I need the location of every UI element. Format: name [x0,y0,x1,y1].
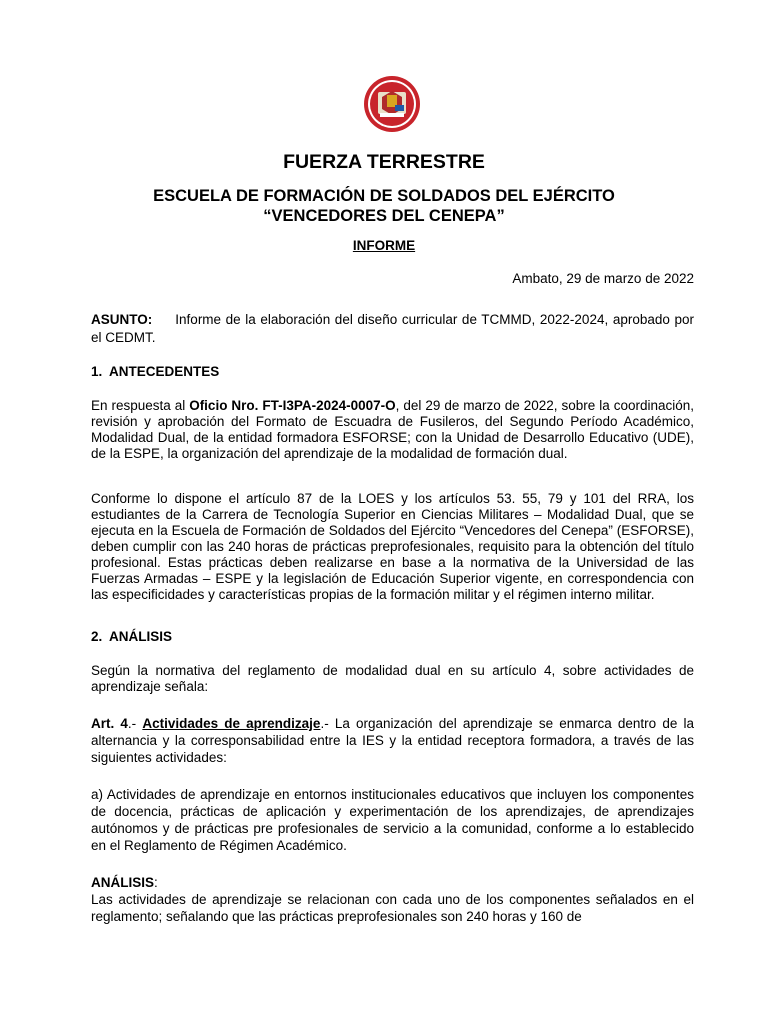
text-run: .- La organización del aprendizaje se enmarca dentro de la alternancia y la corresponsabilidad entre la IES y la entidad receptora formadora, a través de las siguientes actividades: [91,716,695,765]
document-date: Ambato, 29 de marzo de 2022 [512,271,694,286]
analysis-text: Las actividades de aprendizaje se relacionan con cada uno de los componentes señalados en el reglamento; señalando que las prácticas preprofesionales son 240 horas y 160 de [91,892,694,924]
section-title: ANTECEDENTES [109,364,220,379]
oficio-reference: Oficio Nro. FT-I3PA-2024-0007-O [189,398,396,413]
page-title: FUERZA TERRESTRE [283,151,485,173]
section-number: 1. [91,364,103,379]
school-name-line2: “VENCEDORES DEL CENEPA” [263,207,505,225]
text-run: , del 29 de marzo de 2022, sobre la coordinación, revisión y aprobación del Formato de Escuadra de Fusileros, del Segundo Período Académico, Modalidad Dual, de la entidad formadora ESFORSE; con la Unidad de Desarrollo Educativo (UDE), de la ESPE, la organización del aprendizaje de la modalidad de formación dual. [91,398,694,461]
text-run: En respuesta al [91,398,190,413]
section-title: ANÁLISIS [109,629,173,644]
text-run: .- [127,716,143,731]
section-number: 2. [91,629,103,644]
text-run: : [154,875,158,890]
school-name-line1: ESCUELA DE FORMACIÓN DE SOLDADOS DEL EJÉRCITO [153,187,615,205]
subject-label: ASUNTO: [91,312,153,327]
article-4-paragraph [91,715,694,766]
article-label: Art. 4 [91,716,128,731]
antecedentes-paragraph-2: Conforme lo dispone el artículo 87 de la LOES y los artículos 53. 55, 79 y 101 del RRA, los estudiantes de la Carrera de Tecnología Superior en Ciencias Militares – Modalidad Dual, que se ejecuta en la Escuela de Formación de Soldados del Ejército “Vencedores del Cenepa” (ESFORSE), deben cumplir con las 240 horas de prácticas preprofesionales, requisito para la obtención del título profesional. Estas prácticas deben realizarse en base a la normativa de la Universidad de las Fuerzas Armadas – ESPE y la legislación de Educación Superior vigente, en correspondencia con las especificidades y características propias de la formación militar y el régimen interno militar. [91,491,694,602]
analisis-paragraph-1: Según la normativa del reglamento de modalidad dual en su artículo 4, sobre actividades de aprendizaje señala: [91,663,694,694]
section-heading-antecedentes [91,363,219,381]
article-title: Actividades de aprendizaje [142,716,321,731]
subject-text: Informe de la elaboración del diseño curricular de TCMMD, 2022-2024, aprobado por el CEDMT. [91,312,694,345]
item-a-paragraph: a) Actividades de aprendizaje en entornos institucionales educativos que incluyen los componentes de docencia, prácticas de aplicación y experimentación de los aprendizajes, de aprendizajes autónomos y de prácticas pre profesionales de servicio a la comunidad, conforme a lo establecido en el Reglamento de Régimen Académico. [91,787,694,853]
antecedentes-paragraph-1 [91,398,694,462]
analysis-block [91,874,694,925]
army-seal-logo [362,75,422,133]
school-name [0,186,768,226]
subject-paragraph [91,311,694,347]
section-heading-analisis [91,628,172,646]
analysis-label: ANÁLISIS [91,875,155,890]
document-type: INFORME [352,238,416,253]
